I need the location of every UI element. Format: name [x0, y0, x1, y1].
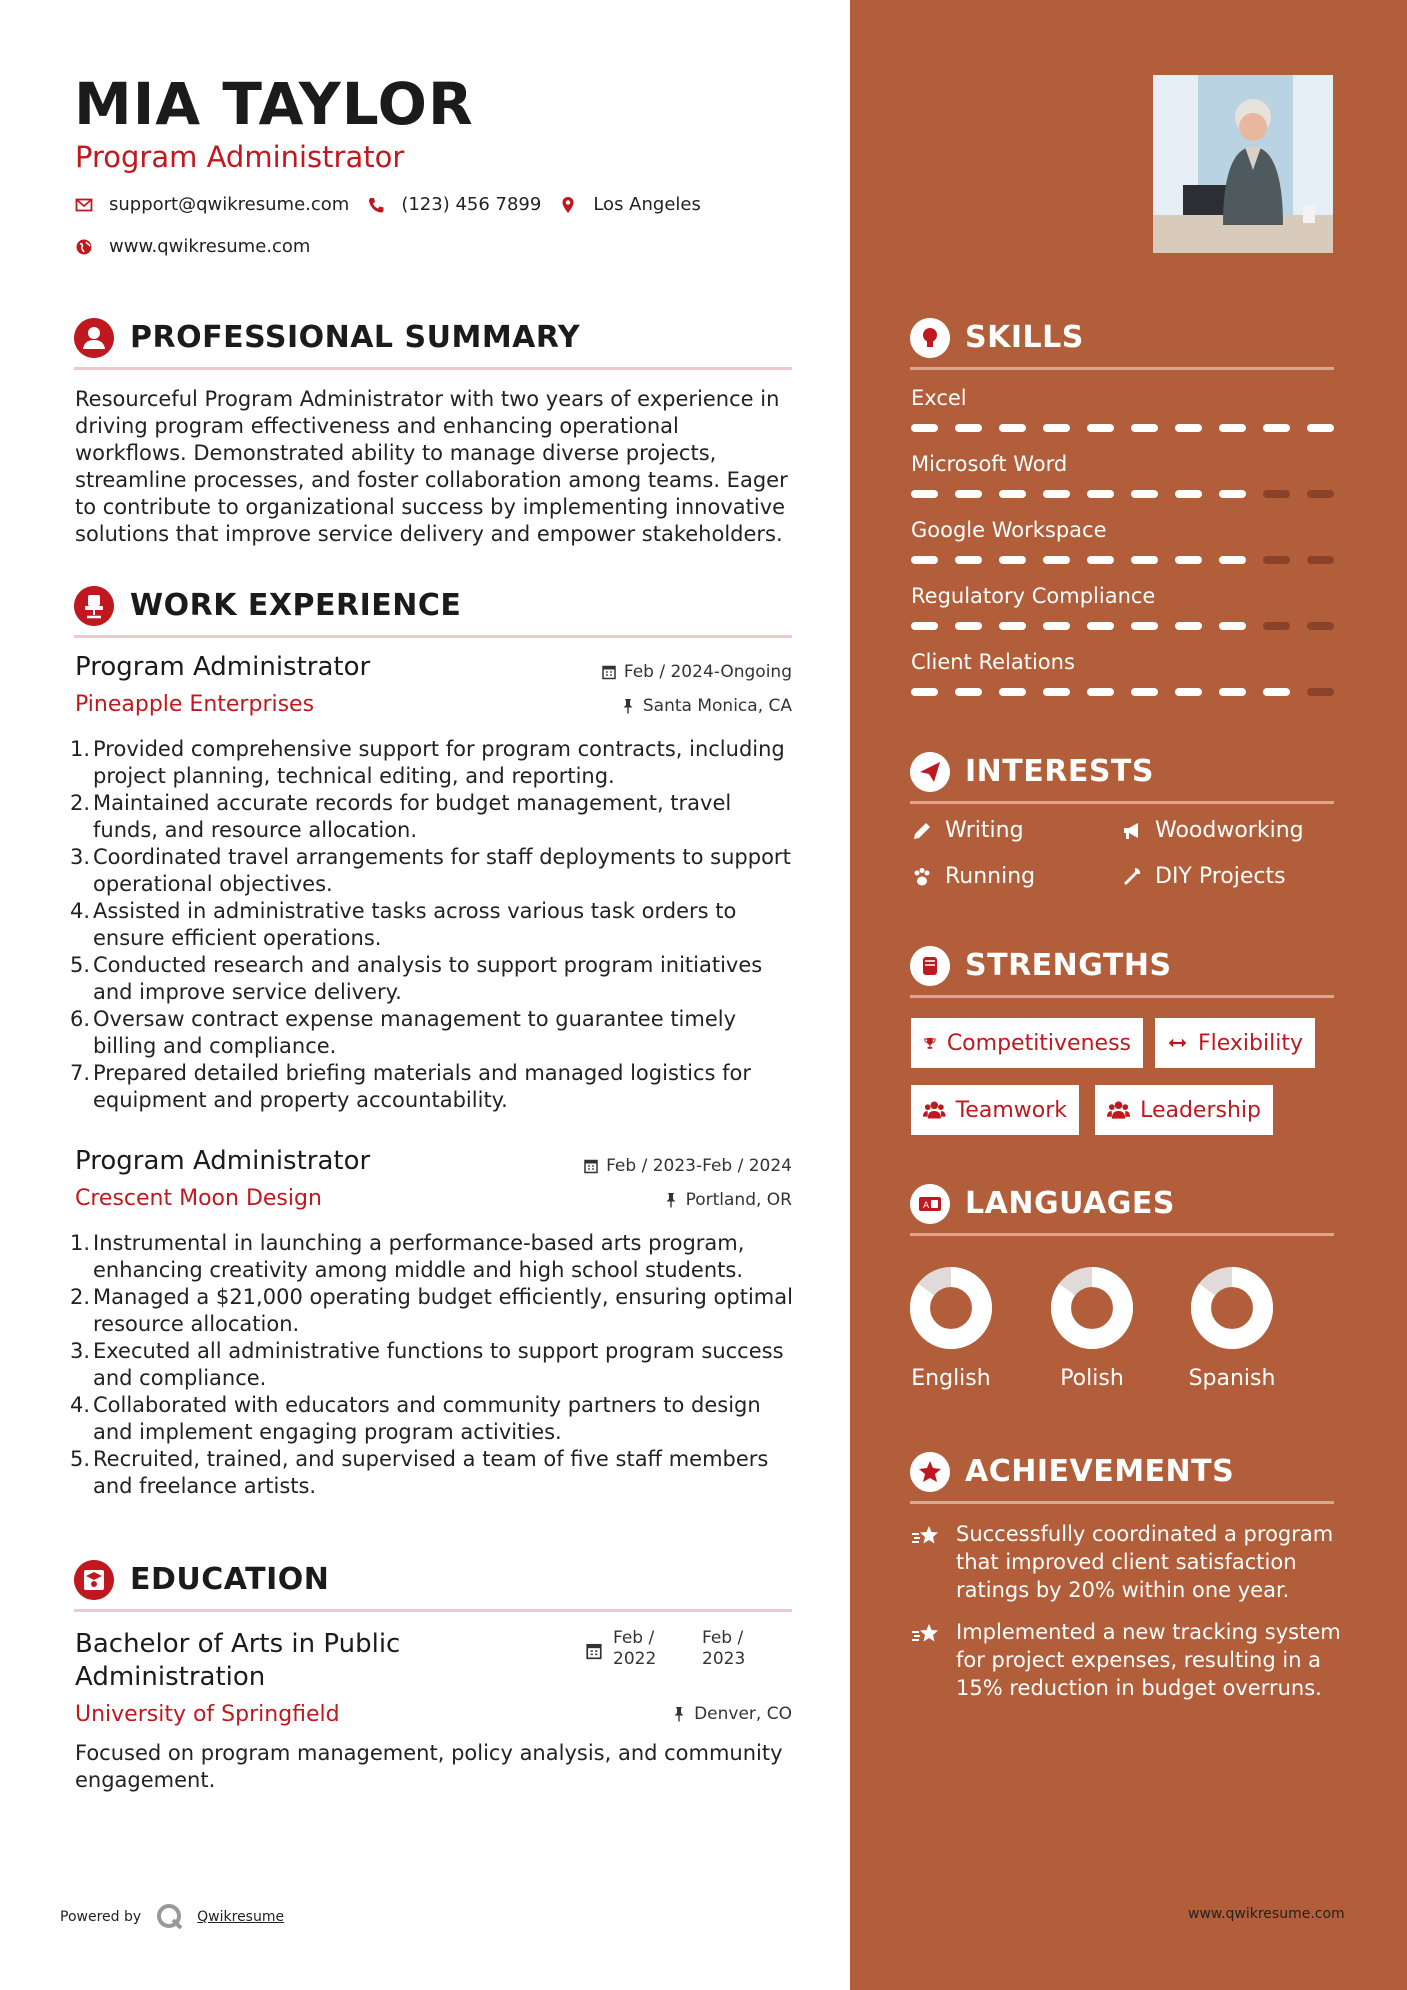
skill-level-segment — [1219, 490, 1246, 498]
interest-item: DIY Projects — [1121, 864, 1286, 889]
calendar-icon — [584, 1158, 598, 1174]
skill-level-segment — [1219, 556, 1246, 564]
skill-name: Microsoft Word — [911, 452, 1068, 476]
skill-level-segment — [1219, 688, 1246, 696]
job-dates-text: Feb / 2024-Ongoing — [623, 662, 792, 682]
skill-level-segment — [1263, 424, 1290, 432]
fist-icon — [910, 946, 950, 986]
list-item: 4. Assisted in administrative tasks across various task orders to ensure efficient operations. — [70, 899, 737, 950]
skill-name: Client Relations — [911, 650, 1075, 674]
footer-website[interactable]: www.qwikresume.com — [1188, 1906, 1345, 1922]
skill-level-segment — [1043, 688, 1070, 696]
skill-level-segment — [1263, 622, 1290, 630]
list-item: 7. Prepared detailed briefing materials and managed logistics for equipment and property accountability. — [70, 1061, 751, 1112]
achievements-heading-text: ACHIEVEMENTS — [965, 1454, 1235, 1489]
skill-level-segment — [1307, 556, 1334, 564]
skill-level-segment — [911, 424, 938, 432]
skill-level-segment — [955, 556, 982, 564]
skill-name: Excel — [911, 386, 967, 410]
skill-level-segment — [955, 688, 982, 696]
education-end: Feb / 2023 — [702, 1628, 746, 1669]
job-location-text: Santa Monica, CA — [642, 696, 792, 716]
company-name: Crescent Moon Design — [75, 1186, 322, 1211]
achievement-item: Implemented a new tracking system for project expenses, resulting in a 15% reduction in budget overruns. — [911, 1618, 1341, 1702]
shooting-star-icon — [911, 1524, 941, 1548]
language-name: Spanish — [1188, 1366, 1276, 1391]
list-item: 3. Coordinated travel arrangements for staff deployments to support operational objectives. — [70, 845, 791, 896]
skills-heading — [910, 314, 1334, 370]
users-icon — [923, 1099, 946, 1121]
strengths-heading-text: STRENGTHS — [965, 948, 1172, 983]
skill-level-segment — [1175, 688, 1202, 696]
summary-text: Resourceful Program Administrator with two years of experience in driving program effectiveness and enhancing operational workflows. Demonstrated ability to manage diverse projects, streamline processes, and foster collaboration among teams. Eager to contribute to organizational success by implementing innovative solutions that improve service delivery and empower stakeholders. — [75, 387, 788, 546]
language-level-donut — [909, 1266, 993, 1350]
shooting-star-icon — [911, 1622, 941, 1646]
megaphone-icon — [1121, 820, 1143, 842]
skill-level-segment — [1043, 556, 1070, 564]
skill-level-segment — [1175, 424, 1202, 432]
language-name: Polish — [1060, 1366, 1124, 1391]
skill-level-segment — [999, 424, 1026, 432]
education-heading-text: EDUCATION — [130, 1562, 330, 1597]
skill-level-segment — [1087, 622, 1114, 630]
skill-level-segment — [1307, 424, 1334, 432]
job-location-text: Portland, OR — [685, 1190, 792, 1210]
job-title: Program Administrator — [75, 652, 371, 682]
pushpin-icon — [672, 1706, 686, 1722]
experience-heading-text: WORK EXPERIENCE — [130, 588, 462, 623]
languages-heading-text: LANGUAGES — [965, 1186, 1175, 1221]
trophy-icon — [923, 1032, 937, 1054]
skill-level-segment — [1131, 688, 1158, 696]
languages-heading — [910, 1180, 1334, 1236]
education-start: Feb / 2022 — [613, 1628, 657, 1669]
skill-level-segment — [911, 556, 938, 564]
list-item: 1. Provided comprehensive support for program contracts, including project planning, technical editing, and reporting. — [70, 737, 785, 788]
interests-heading-text: INTERESTS — [965, 754, 1154, 789]
lightbulb-icon — [910, 318, 950, 358]
graduation-icon — [74, 1560, 114, 1600]
skill-level-segment — [1219, 424, 1246, 432]
list-item: 4. Collaborated with educators and community partners to design and implement engaging program activities. — [70, 1393, 761, 1444]
job-dates-text: Feb / 2023-Feb / 2024 — [606, 1156, 792, 1176]
job-location — [664, 1190, 792, 1210]
phone-icon — [367, 196, 385, 214]
education-location — [672, 1704, 792, 1724]
skill-level-meter — [911, 490, 1334, 500]
interests-heading — [910, 748, 1334, 804]
skill-level-segment — [1087, 424, 1114, 432]
list-item: 2. Maintained accurate records for budget management, travel funds, and resource allocation. — [70, 791, 732, 842]
list-item: 2. Managed a $21,000 operating budget efficiently, ensuring optimal resource allocation. — [70, 1285, 793, 1336]
skill-level-segment — [1219, 622, 1246, 630]
skill-level-segment — [911, 622, 938, 630]
achievements-heading — [910, 1448, 1334, 1504]
powered-by-label: Powered by — [60, 1909, 142, 1925]
skill-level-segment — [911, 490, 938, 498]
skill-level-segment — [999, 556, 1026, 564]
achievement-item: Successfully coordinated a program that improved client satisfaction ratings by 20% within one year. — [911, 1520, 1341, 1604]
summary-heading — [74, 314, 792, 370]
company-name: Pineapple Enterprises — [75, 692, 315, 717]
skill-level-segment — [1131, 424, 1158, 432]
skill-level-segment — [1307, 688, 1334, 696]
wrench-icon — [1121, 866, 1143, 888]
skill-level-segment — [1043, 622, 1070, 630]
interest-item: Writing — [911, 818, 1024, 843]
interest-item: Woodworking — [1121, 818, 1304, 843]
skill-level-segment — [1087, 688, 1114, 696]
list-item: 6. Oversaw contract expense management to guarantee timely billing and compliance. — [70, 1007, 737, 1058]
strength-chip: Competitiveness — [911, 1018, 1143, 1068]
education-dates — [586, 1628, 762, 1668]
contact-row — [75, 194, 719, 215]
strength-chip: Teamwork — [911, 1085, 1079, 1135]
star-badge-icon — [910, 1452, 950, 1492]
email-text: support@qwikresume.com — [109, 194, 350, 215]
website-item[interactable] — [75, 236, 310, 257]
skill-level-segment — [1131, 556, 1158, 564]
portrait-image — [1153, 75, 1333, 253]
strength-chip: Leadership — [1095, 1085, 1273, 1135]
profile-photo — [1153, 75, 1333, 253]
skill-level-segment — [999, 622, 1026, 630]
location-text: Los Angeles — [593, 194, 701, 215]
education-heading — [74, 1556, 792, 1612]
arrows-horizontal-icon — [1167, 1032, 1188, 1054]
office-chair-icon — [74, 586, 114, 626]
skill-level-segment — [1307, 490, 1334, 498]
skill-level-meter — [911, 622, 1334, 632]
job-title: Program Administrator — [75, 1146, 371, 1176]
skill-name: Google Workspace — [911, 518, 1107, 542]
experience-heading — [74, 582, 792, 638]
map-pin-icon — [559, 196, 577, 214]
skill-level-segment — [1043, 424, 1070, 432]
interest-item: Running — [911, 864, 1035, 889]
language-item — [1032, 1266, 1152, 1391]
language-item — [891, 1266, 1011, 1391]
paw-icon — [911, 866, 933, 888]
skill-level-segment — [999, 688, 1026, 696]
language-name: English — [911, 1366, 991, 1391]
skill-level-meter — [911, 424, 1334, 434]
skill-level-meter — [911, 688, 1334, 698]
qwikresume-logo-icon — [155, 1902, 185, 1932]
list-item: 3. Executed all administrative functions to support program success and compliance. — [70, 1339, 784, 1390]
skill-level-meter — [911, 556, 1334, 566]
strength-chip: Flexibility — [1155, 1018, 1315, 1068]
skill-level-segment — [1087, 556, 1114, 564]
candidate-name: MIA TAYLOR — [74, 70, 474, 138]
education-description: Focused on program management, policy analysis, and community engagement. — [75, 1741, 783, 1792]
skill-level-segment — [1175, 622, 1202, 630]
language-level-donut — [1050, 1266, 1134, 1350]
powered-by — [60, 1902, 284, 1932]
job-location — [621, 696, 792, 716]
skill-level-segment — [1307, 622, 1334, 630]
website-text: www.qwikresume.com — [109, 236, 311, 257]
globe-icon — [75, 238, 93, 256]
pencil-icon — [911, 820, 933, 842]
degree-title — [75, 1628, 400, 1694]
skill-level-segment — [911, 688, 938, 696]
strengths-heading — [910, 942, 1334, 998]
users-icon — [1107, 1099, 1130, 1121]
list-item: 5. Conducted research and analysis to support program initiatives and improve service delivery. — [70, 953, 763, 1004]
school-name: University of Springfield — [75, 1702, 340, 1727]
skill-level-segment — [1087, 490, 1114, 498]
pushpin-icon — [664, 1192, 678, 1208]
education-location-text: Denver, CO — [694, 1704, 792, 1724]
skill-level-segment — [1263, 490, 1290, 498]
user-icon — [74, 318, 114, 358]
candidate-title: Program Administrator — [75, 140, 405, 174]
skill-level-segment — [955, 490, 982, 498]
list-item: 1. Instrumental in launching a performance-based arts program, enhancing creativity among middle and high school students. — [70, 1231, 745, 1282]
brand-link[interactable]: Qwikresume — [197, 1909, 285, 1925]
svg-text:A: A — [923, 1201, 930, 1211]
envelope-icon — [75, 196, 93, 214]
job-bullets — [70, 1230, 800, 1500]
location-item — [559, 194, 701, 215]
skill-level-segment — [955, 622, 982, 630]
language-icon — [910, 1184, 950, 1224]
degree-line-2: Administration — [75, 1662, 266, 1692]
skill-level-segment — [1175, 490, 1202, 498]
job-bullets — [70, 736, 800, 1114]
phone-text: (123) 456 7899 — [401, 194, 542, 215]
skill-level-segment — [1263, 688, 1290, 696]
language-level-donut — [1190, 1266, 1274, 1350]
skill-level-segment — [1043, 490, 1070, 498]
language-item — [1172, 1266, 1292, 1391]
calendar-icon — [586, 1642, 602, 1660]
pushpin-icon — [621, 698, 635, 714]
website-row — [75, 236, 328, 257]
summary-heading-text: PROFESSIONAL SUMMARY — [130, 320, 581, 355]
paper-plane-icon — [910, 752, 950, 792]
skill-name: Regulatory Compliance — [911, 584, 1156, 608]
skill-level-segment — [1175, 556, 1202, 564]
skills-heading-text: SKILLS — [965, 320, 1084, 355]
job-dates — [602, 662, 792, 682]
skill-level-segment — [1131, 490, 1158, 498]
skill-level-segment — [955, 424, 982, 432]
email-item[interactable] — [75, 194, 349, 215]
job-dates — [584, 1156, 792, 1176]
skill-level-segment — [999, 490, 1026, 498]
degree-line-1: Bachelor of Arts in Public — [75, 1629, 401, 1659]
phone-item[interactable] — [367, 194, 541, 215]
skill-level-segment — [1263, 556, 1290, 564]
list-item: 5. Recruited, trained, and supervised a team of five staff members and freelance artists. — [70, 1447, 769, 1498]
skill-level-segment — [1131, 622, 1158, 630]
calendar-icon — [602, 664, 616, 680]
